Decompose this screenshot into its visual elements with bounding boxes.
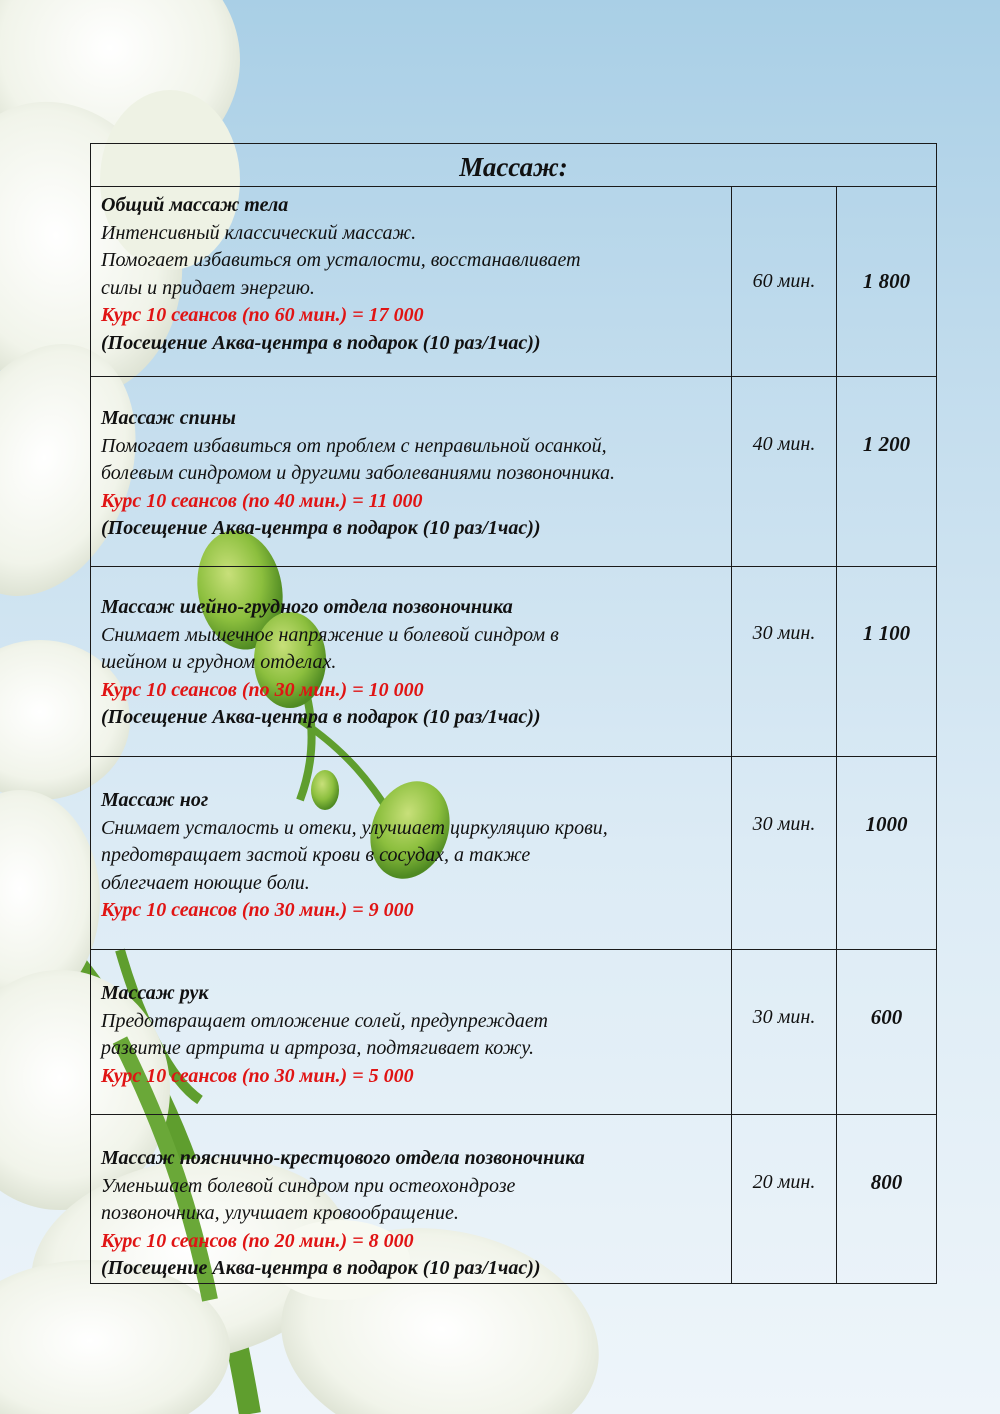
service-name: Массаж пояснично-крестцового отдела позвоночника [101,1147,585,1169]
service-desc-line: Снимает усталость и отеки, улучшает циркуляцию крови, [101,816,608,839]
course-offer: Курс 10 сеансов (по 30 мин.) = 9 000 [101,899,414,921]
gift-note: (Посещение Аква-центра в подарок (10 раз/1час)) [101,1257,541,1279]
price: 1 200 [862,432,911,456]
service-desc-line: силы и придает энергию. [101,276,315,299]
duration-cell [732,950,837,1115]
service-name: Массаж шейно-грудного отдела позвоночника [101,596,513,618]
service-name: Массаж спины [101,407,236,429]
service-desc-line: Помогает избавиться от усталости, восстанавливает [101,249,581,271]
service-name: Общий массаж тела [101,194,289,216]
duration: 20 мин. [752,1171,816,1193]
table-row [91,1115,937,1284]
price-cell [837,1115,937,1284]
duration: 60 мин. [752,270,816,292]
course-offer: Курс 10 сеансов (по 30 мин.) = 10 000 [101,678,424,701]
service-description [91,757,732,950]
service-desc-line: Снимает мышечное напряжение и болевой синдром в [101,623,559,646]
table-row [91,567,937,757]
service-description [91,950,732,1115]
service-desc-line: развитие артрита и артроза, подтягивает кожу. [101,1037,534,1059]
page-title: Массаж: [459,151,568,182]
service-desc-line: болевым синдромом и другими заболеваниями позвоночника. [101,462,616,484]
price: 1 100 [862,621,911,645]
service-description [91,567,732,757]
table-row [91,377,937,567]
course-offer: Курс 10 сеансов (по 20 мин.) = 8 000 [101,1229,414,1252]
price-cell [837,757,937,950]
service-desc-line: облегчает ноющие боли. [101,871,310,894]
price: 600 [870,1005,903,1029]
duration: 30 мин. [752,1006,816,1028]
duration-cell [732,187,837,377]
service-name: Массаж ног [101,789,209,811]
price-cell [837,567,937,757]
service-desc-line: позвоночника, улучшает кровообращение. [101,1202,459,1224]
service-description [91,187,732,377]
gift-note: (Посещение Аква-центра в подарок (10 раз/1час)) [101,706,541,728]
course-offer: Курс 10 сеансов (по 30 мин.) = 5 000 [101,1064,414,1087]
duration: 40 мин. [752,433,816,455]
service-desc-line: Помогает избавиться от проблем с неправильной осанкой, [101,434,607,457]
price-cell [837,377,937,567]
duration-cell [732,1115,837,1284]
service-desc-line: Предотвращает отложение солей, предупреждает [101,1009,548,1032]
service-desc-line: Уменьшает болевой синдром при остеохондрозе [101,1174,516,1197]
gift-note: (Посещение Аква-центра в подарок (10 раз/1час)) [101,331,541,354]
title-row [91,144,937,187]
table-title-cell [91,144,937,187]
gift-note: (Посещение Аква-центра в подарок (10 раз/1час)) [101,517,541,539]
duration-cell [732,377,837,567]
course-offer: Курс 10 сеансов (по 40 мин.) = 11 000 [101,489,423,512]
service-desc-line: шейном и грудном отделах. [101,651,337,673]
duration-cell [732,757,837,950]
price-table [90,143,937,1284]
duration-cell [732,567,837,757]
service-desc-line: предотвращает застой крови в сосудах, а также [101,844,531,866]
price: 800 [870,1170,903,1194]
price-cell [837,950,937,1115]
price: 1000 [865,812,908,836]
table-row [91,187,937,377]
price: 1 800 [862,269,911,293]
table-row [91,950,937,1115]
duration: 30 мин. [752,813,816,835]
duration: 30 мин. [752,622,816,644]
service-description [91,377,732,567]
service-desc-line: Интенсивный классический массаж. [101,221,417,244]
service-name: Массаж рук [101,982,209,1004]
price-cell [837,187,937,377]
table-row [91,757,937,950]
course-offer: Курс 10 сеансов (по 60 мин.) = 17 000 [101,304,424,326]
service-description [91,1115,732,1284]
